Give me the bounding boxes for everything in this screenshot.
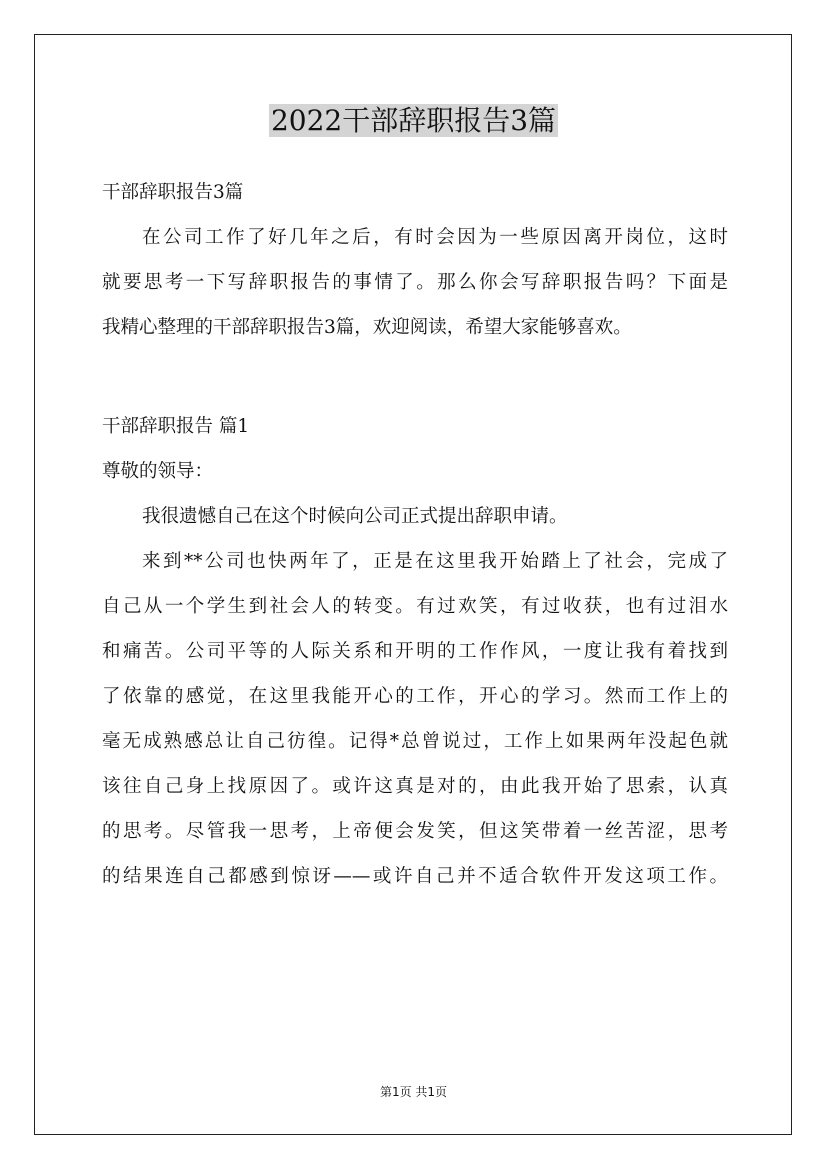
intro-line: 我精心整理的干部辞职报告3篇，欢迎阅读，希望大家能够喜欢。 [102, 317, 632, 338]
intro-line: 在公司工作了好几年之后，有时会因为一些原因离开岗位，这时 [142, 227, 728, 248]
paragraph-line: 的结果连自己都感到惊讶——或许自己并不适合软件开发这项工作。 [102, 866, 728, 887]
document-subtitle: 干部辞职报告3篇 [102, 182, 244, 203]
paragraph-line: 的思考。尽管我一思考，上帝便会发笑，但这笑带着一丝苦涩，思考 [102, 821, 728, 842]
paragraph-line: 毫无成熟感总让自己彷徨。记得*总曾说过，工作上如果两年没起色就 [102, 731, 728, 752]
paragraph-line: 了依靠的感觉，在这里我能开心的工作，开心的学习。然而工作上的 [102, 686, 728, 707]
intro-line: 就要思考一下写辞职报告的事情了。那么你会写辞职报告吗？下面是 [102, 272, 728, 293]
paragraph-line: 自己从一个学生到社会人的转变。有过欢笑，有过收获，也有过泪水 [102, 596, 728, 617]
paragraph-line: 我很遗憾自己在这个时候向公司正式提出辞职申请。 [142, 506, 568, 527]
document-title [0, 100, 827, 142]
paragraph-line: 该往自己身上找原因了。或许这真是对的，由此我开始了思索，认真 [102, 776, 728, 797]
paragraph-line: 来到**公司也快两年了，正是在这里我开始踏上了社会，完成了 [142, 551, 728, 572]
section-heading: 干部辞职报告 篇1 [102, 416, 250, 437]
page-footer: 第1页 共1页 [379, 1085, 448, 1099]
salutation: 尊敬的领导： [102, 461, 214, 482]
document-title-text: 2022干部辞职报告3篇 [270, 104, 557, 137]
document-body [102, 170, 728, 899]
paragraph-line: 和痛苦。公司平等的人际关系和开明的工作作风，一度让我有着找到 [102, 641, 728, 662]
